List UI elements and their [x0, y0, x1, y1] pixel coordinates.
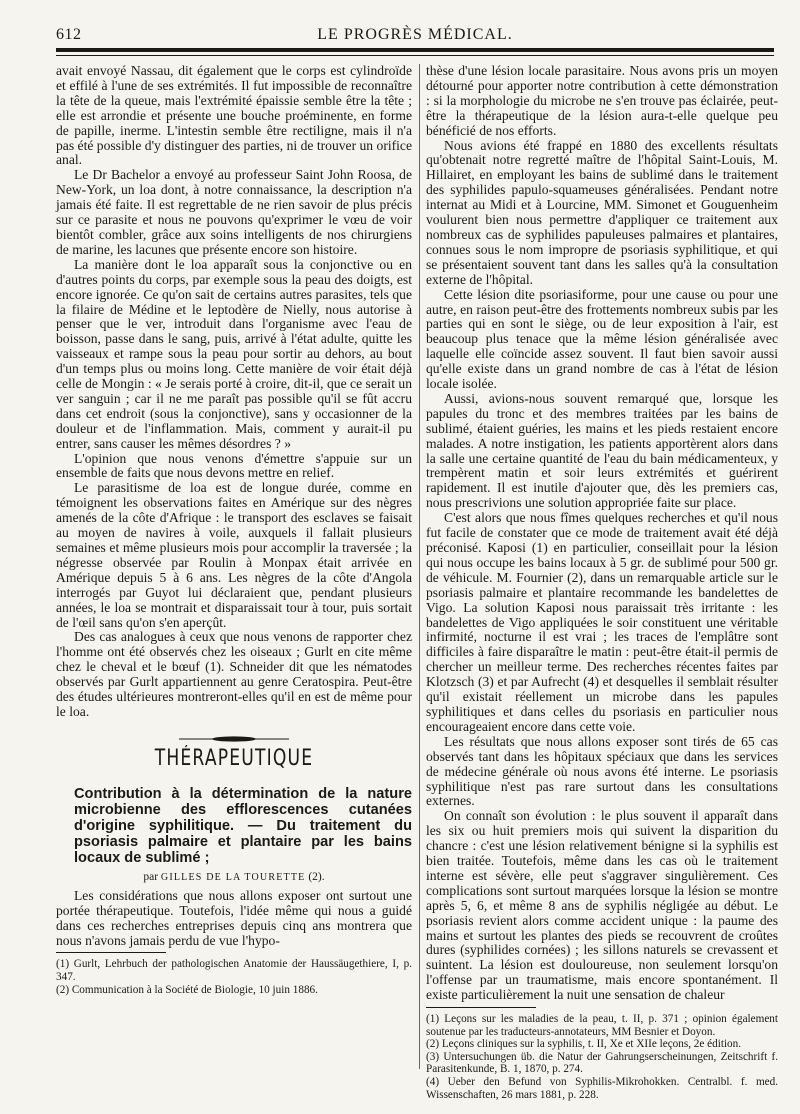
paragraph: avait envoyé Nassau, dit également que le corps est cylindroïde et effilé à l'une de ses extrémités. Il fut impossible de reconnaître la tête de la queue, mais l'extrémité épaissie semble être la tête ; elle est arrondie et présente une bouche proéminente, en forme de papille, inerme. L'intestin semble être rectiligne, mais il n'a pas été possible d'y distinguer des parties, ni de trouver un orifice anal.	[56, 63, 412, 168]
footnote-rule	[426, 1007, 536, 1008]
footnotes-right	[426, 1013, 778, 1101]
footnotes-left	[56, 958, 412, 996]
running-head	[56, 26, 774, 46]
header-rule-thin	[56, 55, 774, 56]
footnote: (3) Untersuchungen üb. die Natur der Gahrungserscheinungen, Zeitschrift f. Parasitenkunde, B. 1, 1870, p. 274.	[426, 1050, 778, 1076]
paragraph: Aussi, avions-nous souvent remarqué que, lorsque les papules du tronc et des membres traitées par les bains de sublimé, étaient guéries, les mains et les pieds restaient encore malades. A notre instigation, les patients apportèrent alors dans la salle une certaine quantité de l'eau du bain médicamenteux, y trempèrent matin et soir leurs extrémités et guérirent rapidement. Il est inutile d'ajouter que, dès les premiers cas, nous prescrivions une solution appropriée faite sur place.	[426, 390, 778, 511]
article-title-text: Contribution à la détermination de la nature microbienne des efflorescences cutanées d'origine syphilitique. — Du traitement du psoriasis palmaire et plantaire par les bains locaux de sublimé ;	[74, 785, 412, 866]
paragraph: Des cas analogues à ceux que nous venons de rapporter chez l'homme ont été observés chez les oiseaux ; Gurlt en cite même chez le cheval et le bœuf (1). Schneider dit que les nématodes observés par Gurlt appartiennent au genre Ceratospira. Peut-être des études ultérieures montreront-elles qu'il en est de même pour le loa.	[56, 629, 412, 719]
footnote: (2) Communication à la Société de Biologie, 10 juin 1886.	[56, 983, 318, 996]
byline	[56, 870, 412, 886]
paragraph: Cette lésion dite psoriasiforme, pour une cause ou pour une autre, en raison peut-être des frottements nombreux subis par les parties qui en sont le siège, ou de leur exposition à l'air, est beaucoup plus tenace que la même lésion généralisée avec laquelle elle coïncide assez souvent. Il faut bien savoir aussi qu'elle existe dans un grand nombre de cas à l'état de lésion locale isolée.	[426, 286, 778, 392]
page-number: 612	[56, 26, 82, 43]
right-column	[426, 64, 778, 1101]
author-note: (2).	[308, 870, 325, 883]
paragraph: L'opinion que nous venons d'émettre s'appuie sur un ensemble de faits que nous devons mettre en relief.	[56, 450, 412, 481]
footnote: (2) Leçons cliniques sur la syphilis, t. II, Xe et XIIe leçons, 2e édition.	[426, 1038, 742, 1051]
section-title: THÉRAPEUTIQUE	[154, 745, 314, 771]
article-title	[56, 786, 412, 866]
byline-prefix: par	[143, 870, 159, 883]
paragraph: C'est alors que nous fîmes quelques recherches et qu'il nous fut facile de constater que ce mode de traitement avait été déjà préconisé. Kaposi (1) en particulier, conseillait pour la lésion qui nous occupe les bains locaux à 5 gr. de sublimé pour 500 gr. de véhicule. M. Fournier (2), dans un remarquable article sur le psoriasis palmaire et plantaire recommande les bandelettes de Vigo. La solution Kaposi nous paraissait très irritante : les bandelettes de Vigo appliquées le soir constituent une véritable infirmité, nocturne il est vrai ; les traces de l'emplâtre sont difficiles à faire disparaître le matin : peut-être était-il permis de chercher un meilleur terme. Des recherches récentes faites par Klotzsch (3) et par Aufrecht (4) et desquelles il semblait résulter qu'il existait réellement un microbe dans les papules syphilitiques et dans celles du psoriasis en particulier nous encourageaient encore dans cette voie.	[426, 510, 778, 734]
author-name: GILLES DE LA TOURETTE	[160, 871, 306, 883]
column-divider	[419, 64, 420, 1069]
footnote: (1) Gurlt, Lehrbuch der pathologischen Anatomie der Haussäugethiere, I, p. 347.	[56, 958, 412, 983]
paragraph: La manière dont le loa apparaît sous la conjonctive ou en d'autres points du corps, par exemple sous la peau des doigts, est encore ignorée. Ce qu'on sait de certains autres parasites, tels que la filaire de Médine et le leptodère de Nielly, nous autorise à penser que le ver, introduit dans l'organisme avec l'eau de boisson, passe dans le sang, puis, arrivé à l'état adulte, quitte les vaisseaux et rampe sous la peau pour sortir au dehors, au bout d'un temps plus ou moins long. Cette manière de voir était déjà celle de Mongin : « Je serais porté à croire, dit-il, que ce serait un ver sanguin ; car il ne me paraît pas possible qu'il se fût accru dans cet endroit (sous la conjonctive), sans y occasionner de la douleur et de l'inflammation. Mais, comment y aurait-il pu entrer, sans causer les mêmes désordres ? »	[56, 256, 412, 451]
paragraph: Les considérations que nous allons exposer ont surtout une portée thérapeutique. Toutefois, l'idée même qui nous a guidé dans ces recherches entreprises depuis cinq ans montrera que nous n'avons jamais perdu de vue l'hypo-	[56, 887, 412, 948]
paragraph: On connaît son évolution : le plus souvent il apparaît dans les six ou huit premiers mois qui suivent la disparition du chancre : c'est une lésion relativement bénigne si la syphilis est bien traitée. Toutefois, même dans les cas où le traitement interne est sévère, elle peut s'aggraver singulièrement. Ces complications sont surtout marquées lorsque la lésion se montre après 5, 6, et même 8 ans de syphilis négligée au début. Le psoriasis revient alors comme accident unique : la paume des mains et surtout les plantes des pieds se recouvrent de croûtes dures (syphilides cornées) ; les sillons naturels se crevassent et suintent. La lésion est douloureuse, non seulement lorsqu'on l'offense par un traumatisme, mais encore spontanément. Il existe particulièrement la nuit une sensation de chaleur	[426, 808, 778, 1003]
journal-title: LE PROGRÈS MÉDICAL.	[317, 26, 513, 43]
paragraph: Les résultats que nous allons exposer sont tirés de 65 cas observés tant dans les hôpitaux spéciaux que dans les services de médecine générale où nous avons été interne. Le psoriasis syphilitique n'est pas rare surtout dans les consultations externes.	[426, 733, 778, 809]
section-ornament	[56, 732, 412, 740]
footnote: (1) Leçons sur les maladies de la peau, t. II, p. 371 ; opinion également soutenue par les traducteurs-annotateurs, MM Besnier et Doyon.	[426, 1013, 778, 1038]
paragraph: thèse d'une lésion locale parasitaire. Nous avons pris un moyen détourné pour apporter notre contribution à cette démonstration : si la morphologie du microbe ne s'en trouve pas éclairée, peut-être la thérapeutique de la lésion aura-t-elle quelque peu bénéficié de nos efforts.	[426, 63, 778, 138]
footnote: (4) Ueber den Befund von Syphilis-Mikrohokken. Centralbl. f. med. Wissenschaften, 26 mars 1881, p. 228.	[426, 1076, 778, 1101]
left-column	[56, 64, 412, 996]
paragraph: Le parasitisme de loa est de longue durée, comme en témoignent les observations faites en Amérique sur des nègres amenés de la côte d'Afrique : le transport des esclaves se faisait au moyen de navires à voile, auxquels il fallait plusieurs semaines et même plusieurs mois pour accomplir la traversée ; la négresse observée par Roulin à Monpax était arrivée en Amérique depuis 5 à 6 ans. Les nègres de la côte d'Angola interrogés par Guyot lui déclaraient que, pendant plusieurs années, le loa se montrait et disparaissait tour à tour, puis sortait de l'œil sans qu'on s'en aperçût.	[56, 480, 412, 630]
paragraph: Le Dr Bachelor a envoyé au professeur Saint John Roosa, de New-York, un loa dont, à notre connaissance, la description n'a jamais été faite. Il est regrettable de ne rien savoir de plus précis sur ce parasite et nous ne pouvons qu'exprimer le vœu de voir bientôt combler, grâce aux soins intelligents de nos chirurgiens de marine, les lacunes que présente encore son histoire.	[56, 167, 412, 257]
paragraph: Nous avions été frappé en 1880 des excellents résultats qu'obtenait notre regretté maître de l'hôpital Saint-Louis, M. Hillairet, en employant les bains de sublimé dans le traitement des syphilides papulo-squameuses généralisées. Pendant notre internat au Midi et à Lourcine, MM. Simonet et Gouguenheim voulurent bien nous permettre d'appliquer ce traitement aux nombreux cas de syphilides papuleuses palmaires et plantaires, connues sous le nom impropre de psoriasis syphilitique, et qui se présentaient souvent tant dans les salles qu'à la consultation externe de l'hôpital.	[426, 137, 778, 287]
header-rule-thick	[56, 48, 774, 52]
footnote-rule	[56, 952, 166, 953]
